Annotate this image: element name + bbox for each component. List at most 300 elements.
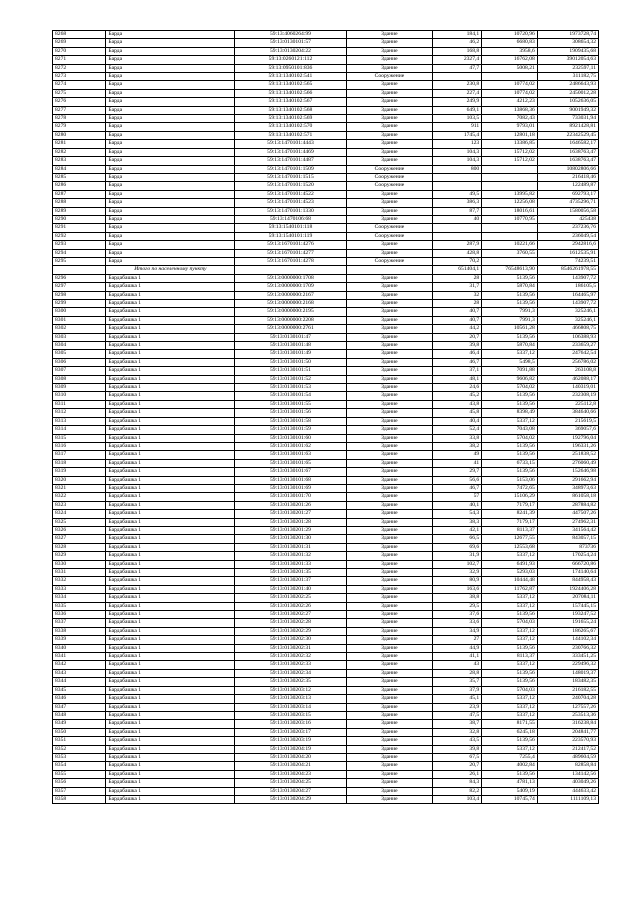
cadastral-number-cell: 59:13:1340102:570 <box>235 123 346 131</box>
unit-price-cell: 6733,15 <box>482 459 538 467</box>
area-cell: 38,3 <box>433 518 482 526</box>
row-number-cell: 8327 <box>53 535 106 543</box>
settlement-cell: Барда <box>106 56 235 64</box>
settlement-cell: Барда <box>106 224 235 232</box>
row-number-cell: 8277 <box>53 106 106 114</box>
table-row <box>53 199 599 207</box>
unit-price-cell: 12801,18 <box>482 131 538 139</box>
object-type-cell: Здание <box>346 476 433 484</box>
row-number-cell: 8290 <box>53 215 106 223</box>
unit-price-cell: 5704,02 <box>482 384 538 392</box>
cadastral-value-cell: 82858,84 <box>537 762 598 770</box>
table-row <box>53 795 599 803</box>
table-row <box>53 602 599 610</box>
table-row <box>53 611 599 619</box>
cadastral-number-cell: 59:13:0130201:31 <box>235 543 346 551</box>
cadastral-value-cell: 274962,31 <box>537 518 598 526</box>
settlement-cell: Барда <box>106 257 235 265</box>
unit-price-cell: 5139,56 <box>482 468 538 476</box>
area-cell: 47,5 <box>433 711 482 719</box>
area-cell: 103,4 <box>433 795 482 803</box>
object-type-cell: Здание <box>346 215 433 223</box>
cadastral-number-cell: 59:13:1470101:1520 <box>235 182 346 190</box>
table-row <box>53 787 599 795</box>
object-type-cell: Здание <box>346 779 433 787</box>
row-number-cell: 8355 <box>53 770 106 778</box>
area-cell: 40,1 <box>433 501 482 509</box>
settlement-cell: Бардабашка 1 <box>106 787 235 795</box>
object-type-cell: Здание <box>346 409 433 417</box>
area-cell: 80,9 <box>433 577 482 585</box>
table-row <box>53 115 599 123</box>
table-row <box>53 442 599 450</box>
settlement-cell: Бардабашка 1 <box>106 526 235 534</box>
unit-price-cell: 5704,03 <box>482 686 538 694</box>
settlement-cell: Бардабашка 1 <box>106 316 235 324</box>
table-row <box>53 695 599 703</box>
row-number-cell: 8287 <box>53 190 106 198</box>
cadastral-value-cell: 247642,54 <box>537 350 598 358</box>
table-row <box>53 459 599 467</box>
unit-price-cell: 5337,12 <box>482 745 538 753</box>
settlement-cell: Бардабашка 1 <box>106 384 235 392</box>
cadastral-value-cell: 308654,32 <box>537 39 598 47</box>
area-cell <box>433 173 482 181</box>
table-row <box>53 140 599 148</box>
area-cell: 184,1 <box>433 31 482 39</box>
object-type-cell: Здание <box>346 552 433 560</box>
unit-price-cell: 4002,84 <box>482 762 538 770</box>
table-row <box>53 224 599 232</box>
row-number-cell: 8280 <box>53 131 106 139</box>
unit-price-cell: 5139,56 <box>482 737 538 745</box>
cadastral-number-cell: 59:13:0130101:60 <box>235 434 346 442</box>
row-number-cell: 8274 <box>53 81 106 89</box>
cadastral-value-cell: 384640,66 <box>537 409 598 417</box>
settlement-cell: Барда <box>106 140 235 148</box>
unit-price-cell: 5409,19 <box>482 787 538 795</box>
table-row <box>53 619 599 627</box>
cadastral-number-cell: 59:13:0130202:26 <box>235 602 346 610</box>
unit-price-cell: 5139,56 <box>482 300 538 308</box>
area-cell: 28,8 <box>433 669 482 677</box>
row-number-cell: 8319 <box>53 468 106 476</box>
unit-price-cell: 3958,6 <box>482 47 538 55</box>
settlement-cell: Бардабашка 1 <box>106 501 235 509</box>
settlement-cell: Барда <box>106 64 235 72</box>
row-number-cell: 8331 <box>53 569 106 577</box>
cadastral-value-cell: 232597,11 <box>537 64 598 72</box>
cadastral-number-cell: 59:13:0130202:27 <box>235 611 346 619</box>
object-type-cell: Здание <box>346 518 433 526</box>
area-cell: 123 <box>433 140 482 148</box>
area-cell: 35,7 <box>433 678 482 686</box>
object-type-cell: Здание <box>346 81 433 89</box>
unit-price-cell: 5139,56 <box>482 770 538 778</box>
cadastral-number-cell: 59:13:1470101:1515 <box>235 173 346 181</box>
object-type-cell: Здание <box>346 106 433 114</box>
cadastral-value-cell: 144102,34 <box>537 636 598 644</box>
row-number-cell: 8315 <box>53 434 106 442</box>
object-type-cell: Здание <box>346 653 433 661</box>
settlement-cell: Барда <box>106 190 235 198</box>
cadastral-value-cell: 183482,35 <box>537 678 598 686</box>
row-number-cell: 8307 <box>53 367 106 375</box>
area-cell: 43 <box>433 661 482 669</box>
table-row <box>53 728 599 736</box>
unit-price-cell: 8398,49 <box>482 409 538 417</box>
table-row <box>53 73 599 81</box>
row-number-cell: 8275 <box>53 89 106 97</box>
settlement-cell: Бардабашка 1 <box>106 585 235 593</box>
row-number-cell: 8281 <box>53 140 106 148</box>
object-type-cell: Здание <box>346 131 433 139</box>
cadastral-value-cell: 157445,15 <box>537 602 598 610</box>
cadastral-number-cell: 59:13:1340102:571 <box>235 131 346 139</box>
table-row <box>53 569 599 577</box>
cadastral-number-cell: 59:13:0130201:33 <box>235 560 346 568</box>
area-cell: 32,9 <box>433 569 482 577</box>
cadastral-value-cell: 2942816,6 <box>537 241 598 249</box>
settlement-cell: Барда <box>106 241 235 249</box>
unit-price-cell: 5139,56 <box>482 274 538 282</box>
cadastral-number-cell: 59:13:0130101:65 <box>235 459 346 467</box>
cadastral-number-cell: 59:13:0130201:27 <box>235 510 346 518</box>
cadastral-value-cell: 216182,55 <box>537 686 598 694</box>
cadastral-number-cell: 59:13:1470106:68 <box>235 215 346 223</box>
object-type-cell: Здание <box>346 417 433 425</box>
unit-price-cell: 5139,56 <box>482 678 538 686</box>
area-cell: 1745,4 <box>433 131 482 139</box>
object-type-cell: Здание <box>346 535 433 543</box>
row-number-cell: 8286 <box>53 182 106 190</box>
area-cell: 31,9 <box>433 552 482 560</box>
cadastral-value-cell: 287884,82 <box>537 501 598 509</box>
unit-price-cell: 9793,01 <box>482 123 538 131</box>
cadastral-value-cell: 666720,86 <box>537 560 598 568</box>
cadastral-value-cell: 333451,25 <box>537 653 598 661</box>
unit-price-cell: 10745,74 <box>482 795 538 803</box>
row-number-cell: 8356 <box>53 779 106 787</box>
object-type-cell: Здание <box>346 611 433 619</box>
unit-price-cell: 15106,29 <box>482 493 538 501</box>
table-row <box>53 745 599 753</box>
table-row <box>53 779 599 787</box>
settlement-cell: Барда <box>106 131 235 139</box>
object-type-cell: Здание <box>346 459 433 467</box>
row-number-cell: 8292 <box>53 232 106 240</box>
cadastral-number-cell: 59:13:1340102:566 <box>235 89 346 97</box>
cadastral-number-cell: 59:13:0130101:52 <box>235 375 346 383</box>
row-number-cell: 8293 <box>53 241 106 249</box>
cadastral-number-cell: 59:13:0130204:20 <box>235 753 346 761</box>
unit-price-cell: 4212,23 <box>482 98 538 106</box>
cadastral-value-cell: 233659,27 <box>537 342 598 350</box>
area-cell: 103,5 <box>433 115 482 123</box>
cadastral-number-cell <box>235 266 346 274</box>
area-cell: 23,9 <box>433 703 482 711</box>
cadastral-value-cell: 489604,59 <box>537 753 598 761</box>
area-cell: 102,7 <box>433 560 482 568</box>
area-cell: 46,4 <box>433 350 482 358</box>
table-row <box>53 190 599 198</box>
cadastral-number-cell: 59:13:0130203:17 <box>235 728 346 736</box>
object-type-cell: Здание <box>346 39 433 47</box>
object-type-cell: Здание <box>346 644 433 652</box>
cadastral-value-cell: 127557,26 <box>537 703 598 711</box>
cadastral-number-cell: 59:13:0130101:68 <box>235 476 346 484</box>
table-row <box>53 300 599 308</box>
object-type-cell: Здание <box>346 367 433 375</box>
unit-price-cell: 7082,43 <box>482 115 538 123</box>
table-row <box>53 392 599 400</box>
cadastral-number-cell: 59:13:0130101:47 <box>235 333 346 341</box>
row-number-cell: 8303 <box>53 333 106 341</box>
cadastral-number-cell: 59:13:1470101:4469 <box>235 148 346 156</box>
cadastral-number-cell: 59:13:0130201:35 <box>235 569 346 577</box>
cadastral-value-cell: 207084,11 <box>537 594 598 602</box>
settlement-cell: Бардабашка 1 <box>106 737 235 745</box>
area-cell: 41,1 <box>433 653 482 661</box>
object-type-cell: Здание <box>346 56 433 64</box>
unit-price-cell: 8113,37 <box>482 526 538 534</box>
settlement-cell: Бардабашка 1 <box>106 543 235 551</box>
row-number-cell: 8325 <box>53 518 106 526</box>
area-cell: 28 <box>433 300 482 308</box>
cadastral-number-cell: 59:13:0130203:12 <box>235 686 346 694</box>
settlement-cell: Бардабашка 1 <box>106 686 235 694</box>
cadastral-number-cell: 59:13:1340102:568 <box>235 106 346 114</box>
settlement-cell: Барда <box>106 148 235 156</box>
cadastral-value-cell: 311182,75 <box>537 73 598 81</box>
settlement-cell: Бардабашка 1 <box>106 552 235 560</box>
row-number-cell: 8358 <box>53 795 106 803</box>
object-type-cell: Здание <box>346 123 433 131</box>
row-number-cell: 8349 <box>53 720 106 728</box>
row-number-cell: 8337 <box>53 619 106 627</box>
object-type-cell: Здание <box>346 762 433 770</box>
object-type-cell: Здание <box>346 325 433 333</box>
table-row <box>53 510 599 518</box>
object-type-cell: Здание <box>346 384 433 392</box>
cadastral-number-cell: 59:13:0130101:69 <box>235 484 346 492</box>
unit-price-cell <box>482 232 538 240</box>
row-number-cell: 8340 <box>53 644 106 652</box>
settlement-cell: Бардабашка 1 <box>106 291 235 299</box>
object-type-cell: Здание <box>346 333 433 341</box>
row-number-cell: 8338 <box>53 627 106 635</box>
cadastral-value-cell: 4735296,71 <box>537 199 598 207</box>
table-row <box>53 316 599 324</box>
settlement-cell: Бардабашка 1 <box>106 762 235 770</box>
table-row <box>53 653 599 661</box>
unit-price-cell: 5704,03 <box>482 619 538 627</box>
object-type-cell: Здание <box>346 526 433 534</box>
row-number-cell: 8295 <box>53 257 106 265</box>
unit-price-cell: 12553,68 <box>482 543 538 551</box>
row-number-cell: 8279 <box>53 123 106 131</box>
settlement-cell: Бардабашка 1 <box>106 644 235 652</box>
area-cell: 31,7 <box>433 283 482 291</box>
object-type-cell: Сооружение <box>346 165 433 173</box>
table-row <box>53 753 599 761</box>
area-cell: 28 <box>433 274 482 282</box>
cadastral-number-cell: 59:13:1670101:4277 <box>235 249 346 257</box>
object-type-cell: Здание <box>346 400 433 408</box>
area-cell: 37,1 <box>433 367 482 375</box>
row-number-cell: 8347 <box>53 703 106 711</box>
row-number-cell: 8341 <box>53 653 106 661</box>
cadastral-number-cell: 59:13:0130202:34 <box>235 669 346 677</box>
area-cell: 428,8 <box>433 249 482 257</box>
cadastral-value-cell: 462088,17 <box>537 375 598 383</box>
object-type-cell: Здание <box>346 737 433 745</box>
cadastral-value-cell: 143907,72 <box>537 274 598 282</box>
area-cell: 46,7 <box>433 484 482 492</box>
cadastral-number-cell: 59:13:1340102:567 <box>235 98 346 106</box>
settlement-cell: Бардабашка 1 <box>106 308 235 316</box>
area-cell: 163,6 <box>433 585 482 593</box>
cadastral-number-cell: 59:13:0130201:32 <box>235 552 346 560</box>
row-number-cell: 8343 <box>53 669 106 677</box>
object-type-cell: Здание <box>346 703 433 711</box>
settlement-cell: Бардабашка 1 <box>106 535 235 543</box>
settlement-cell: Барда <box>106 73 235 81</box>
area-cell: 287,9 <box>433 241 482 249</box>
settlement-cell: Бардабашка 1 <box>106 468 235 476</box>
table-row <box>53 358 599 366</box>
object-type-cell: Здание <box>346 468 433 476</box>
object-type-cell: Здание <box>346 510 433 518</box>
table-row <box>53 325 599 333</box>
settlement-cell: Барда <box>106 39 235 47</box>
object-type-cell: Здание <box>346 207 433 215</box>
row-number-cell: 8272 <box>53 64 106 72</box>
area-cell: 33,6 <box>433 619 482 627</box>
cadastral-value-cell: 212417,52 <box>537 745 598 753</box>
unit-price-cell <box>482 173 538 181</box>
unit-price-cell: 15712,02 <box>482 148 538 156</box>
object-type-cell: Сооружение <box>346 224 433 232</box>
cadastral-value-cell: 263108,8 <box>537 367 598 375</box>
row-number-cell: 8335 <box>53 602 106 610</box>
row-number-cell: 8329 <box>53 552 106 560</box>
object-type-cell: Здание <box>346 594 433 602</box>
settlement-cell: Бардабашка 1 <box>106 653 235 661</box>
settlement-cell: Бардабашка 1 <box>106 392 235 400</box>
row-number-cell: 8334 <box>53 594 106 602</box>
table-row <box>53 518 599 526</box>
table-row <box>53 594 599 602</box>
row-number-cell: 8339 <box>53 636 106 644</box>
table-row <box>53 476 599 484</box>
row-number-cell: 8314 <box>53 426 106 434</box>
object-type-cell: Здание <box>346 308 433 316</box>
area-cell: 249,9 <box>433 98 482 106</box>
object-type-cell: Здание <box>346 711 433 719</box>
area-cell: 2327,4 <box>433 56 482 64</box>
unit-price-cell: 6491,93 <box>482 560 538 568</box>
settlement-cell: Бардабашка 1 <box>106 274 235 282</box>
unit-price-cell: 5337,12 <box>482 636 538 644</box>
area-cell: 70,2 <box>433 257 482 265</box>
unit-price-cell: 8171,55 <box>482 720 538 728</box>
object-type-cell: Здание <box>346 619 433 627</box>
unit-price-cell: 10774,02 <box>482 81 538 89</box>
object-type-cell: Здание <box>346 148 433 156</box>
cadastral-number-cell: 59:13:0130201:30 <box>235 535 346 543</box>
settlement-cell: Бардабашка 1 <box>106 779 235 787</box>
cadastral-number-cell: 59:13:0130201:37 <box>235 577 346 585</box>
cadastral-number-cell: 59:13:0130101:59 <box>235 426 346 434</box>
cadastral-number-cell: 59:13:1670101:4276 <box>235 241 346 249</box>
unit-price-cell: 5139,56 <box>482 611 538 619</box>
area-cell: 38,8 <box>433 594 482 602</box>
cadastral-value-cell: 152646,98 <box>537 468 598 476</box>
unit-price-cell: 7179,17 <box>482 518 538 526</box>
cadastral-value-cell: 8921428,81 <box>537 123 598 131</box>
unit-price-cell: 13386,85 <box>482 140 538 148</box>
object-type-cell: Здание <box>346 300 433 308</box>
unit-price-cell: 4781,13 <box>482 779 538 787</box>
cadastral-number-cell: 59:13:0000000:2195 <box>235 308 346 316</box>
settlement-cell: Бардабашка 1 <box>106 678 235 686</box>
settlement-cell: Бардабашка 1 <box>106 611 235 619</box>
area-cell: 69,6 <box>433 543 482 551</box>
object-type-cell: Здание <box>346 140 433 148</box>
area-cell: 40,4 <box>433 417 482 425</box>
cadastral-value-cell: 164465,97 <box>537 291 598 299</box>
object-type-cell: Здание <box>346 375 433 383</box>
cadastral-value-cell: 1909435,68 <box>537 47 598 55</box>
area-cell: 44,9 <box>433 644 482 652</box>
table-row <box>53 350 599 358</box>
table-row <box>53 249 599 257</box>
settlement-cell: Итого по населенному пункту <box>106 266 235 274</box>
object-type-cell: Здание <box>346 602 433 610</box>
cadastral-value-cell: 253513,36 <box>537 711 598 719</box>
cadastral-number-cell: 59:13:1340102:565 <box>235 81 346 89</box>
cadastral-number-cell: 59:13:0130204:27 <box>235 787 346 795</box>
unit-price-cell: 10774,02 <box>482 89 538 97</box>
table-row <box>53 173 599 181</box>
cadastral-number-cell: 59:13:0950101:836 <box>235 64 346 72</box>
settlement-cell: Бардабашка 1 <box>106 375 235 383</box>
area-cell: 47,7 <box>433 64 482 72</box>
settlement-cell: Бардабашка 1 <box>106 753 235 761</box>
cadastral-number-cell: 59:13:0130203:16 <box>235 720 346 728</box>
cadastral-value-cell: 174140,64 <box>537 569 598 577</box>
settlement-cell: Барда <box>106 182 235 190</box>
settlement-cell: Бардабашка 1 <box>106 703 235 711</box>
cadastral-value-cell: 204841,77 <box>537 728 598 736</box>
settlement-cell: Бардабашка 1 <box>106 300 235 308</box>
row-number-cell: 8304 <box>53 342 106 350</box>
cadastral-value-cell: 148019,37 <box>537 669 598 677</box>
cadastral-number-cell: 59:13:0130201:29 <box>235 526 346 534</box>
unit-price-cell: 5870,84 <box>482 283 538 291</box>
unit-price-cell: 6680,83 <box>482 39 538 47</box>
row-number-cell: 8311 <box>53 400 106 408</box>
settlement-cell: Бардабашка 1 <box>106 720 235 728</box>
cadastral-value-cell: 369057,6 <box>537 426 598 434</box>
object-type-cell: Здание <box>346 392 433 400</box>
object-type-cell: Сооружение <box>346 73 433 81</box>
row-number-cell: 8344 <box>53 678 106 686</box>
row-number-cell: 8283 <box>53 157 106 165</box>
row-number-cell: 8333 <box>53 585 106 593</box>
cadastral-value-cell: 692793,17 <box>537 190 598 198</box>
